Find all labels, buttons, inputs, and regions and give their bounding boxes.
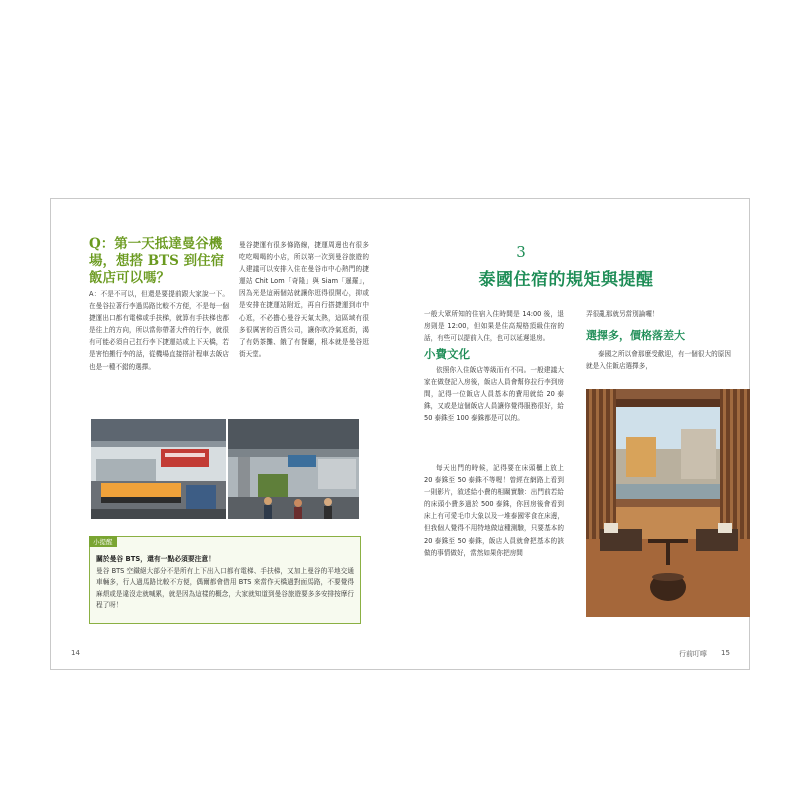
- intro-paragraph: 一般大眾所知的住宿入住時間是 14:00 後，退房則是 12:00，但如果是住高規格頂級住宿的話，有些可以提前入住，也可以延遲退房。: [424, 310, 564, 343]
- price-section-title: 選擇多，價格落差大: [586, 329, 685, 342]
- answer-column-1: A：不是不可以，但還是要提前跟大家說一下。在曼谷拉著行李過馬路比較不方便，不是每一個捷運出口都有電梯或手扶梯，就算有手扶梯也都是往上的方向，所以當你帶著大件的行李，就很有可能必須自己扛行李下捷運站或上下天橋，若是害怕搬行李的話，從機場直接搭計程車去飯店也是一種不錯的選擇。: [89, 290, 229, 371]
- tip-box: [89, 536, 361, 624]
- chapter-number: 3: [516, 243, 526, 261]
- question-title: Q：第一天抵達曼谷機場，想搭 BTS 到住宿飯店可以嗎？: [89, 236, 225, 286]
- page-number-left: 14: [71, 649, 80, 657]
- footer-label: 行前叮嚀: [679, 650, 707, 658]
- price-section-text: 泰國之所以會那麼受歡迎，有一個很大的原因就是入住飯店選擇多，: [586, 350, 731, 371]
- street-photo: [228, 419, 359, 519]
- hotel-lobby-photo: [586, 389, 750, 617]
- answer-column-2: 曼谷捷運有很多條路線，捷運周邊也有很多吃吃喝喝的小店，所以第一次到曼谷旅遊的人建議可以安排入住在曼谷市中心熱門的捷運站 Chit Lom「奇隆」與 Siam「暹羅」，因為光是這兩個站就讓你逛得很開心，抑或是安排在捷運站附近，再自行搭捷運到市中心逛，不必擔心曼谷天氣太熱，這區域有很多很厲害的百貨公司，讓你吹冷氣逛街，渴了有奶茶攤、餓了有餐廳，根本就是曼谷逛街天堂。: [239, 241, 369, 358]
- book-spread: [50, 198, 750, 670]
- tip-culture-para-2: 每天出門的時候，記得要在床頭櫃上放上 20 泰銖至 50 泰銖不等喔！曾經在網路上看到一則影片，敘述給小費的相關實驗：出門前若給的床頭小費多過於 500 泰銖，你回房後會看到床上有可愛毛巾大象以及一堆泰國零食在床邊，但我個人覺得不用特地做這種測驗，只要基本的 20 泰銖至 50 泰銖，飯店人員就會把基本的該做的事情做好，當然如果你把房間: [424, 464, 564, 557]
- tip-culture-title: 小費文化: [424, 347, 470, 361]
- chapter-title: 泰國住宿的規矩與提醒: [478, 270, 654, 290]
- page-number-right: 15: [721, 649, 730, 657]
- tip-heading: 關於曼谷 BTS，還有一點必須要注意！: [96, 555, 216, 563]
- tip-culture-para-1: 依照你入住飯店等級而有不同。一般建議大家在做登記入房後，飯店人員會幫你拉行李到房間，記得一位飯店人員基本的費用就給 20 泰銖，又或是這個飯店人員讓你覺得服務很好，給 50 泰銖至 100 泰銖都是可以的。: [424, 366, 564, 423]
- tip-text: 曼谷 BTS 空鐵絕大部分不是所有上下出入口都有電梯、手扶梯，又加上曼谷的平地交通車輛多，行人過馬路比較不方便，偶爾都會借用 BTS 來當作天橋過對面馬路，不要覺得麻煩或是違沒走就喊累，就是因為這樣的概念，大家就知道到曼谷旅遊要多多安排按摩行程了呀！: [96, 567, 354, 610]
- bts-station-photo: [91, 419, 226, 519]
- column-2-intro: 弄很亂那就另當別論囉！: [586, 310, 659, 318]
- tip-label: 小提醒: [89, 536, 117, 547]
